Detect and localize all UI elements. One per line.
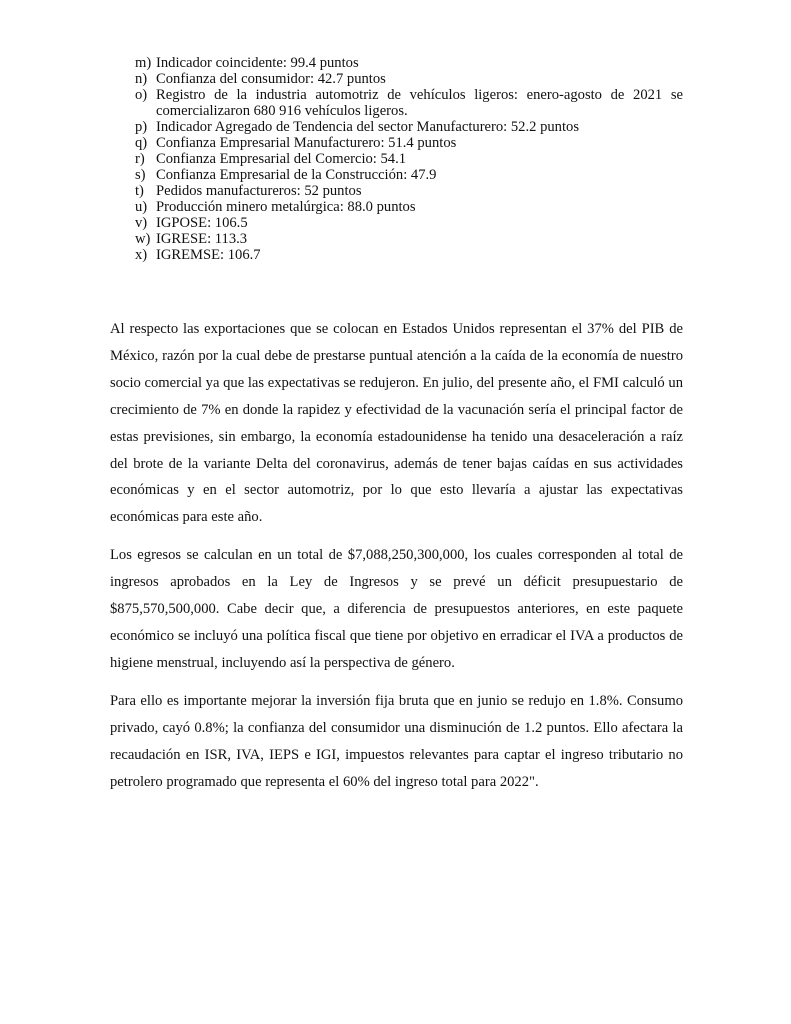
list-item-text: Pedidos manufactureros: 52 puntos (156, 183, 362, 199)
list-item (135, 71, 683, 87)
list-marker: v) (135, 215, 148, 231)
list-item-text: Confianza Empresarial de la Construcción: 47.9 (156, 167, 437, 183)
list-marker: t) (135, 183, 144, 199)
list-item (135, 247, 683, 263)
list-item-text: Confianza Empresarial del Comercio: 54.1 (156, 151, 407, 167)
list-item-text: Indicador coincidente: 99.4 puntos (156, 55, 359, 71)
paragraph-exports: Al respecto las exportaciones que se colocan en Estados Unidos representan el 37% del PIB de México, razón por la cual debe de prestarse puntual atención a la caída de la economía de nuestro socio comercial ya que las expectativas se redujeron. En julio, del presente año, el FMI calculó un crecimiento de 7% en donde la rapidez y efectividad de la vacunación sería el principal factor de estas previsiones, sin embargo, la economía estadounidense ha tenido una desaceleración a raíz del brote de la variante Delta del coronavirus, además de tener bajas caídas en sus actividades económicas y en el sector automotriz, por lo que esto llevaría a ajustar las expectativas económicas para este año. (110, 321, 683, 526)
list-marker: m) (135, 55, 152, 71)
list-item-text: Registro de la industria automotriz de vehículos ligeros: enero-agosto de 2021 se comercializaron 680 916 vehículos ligeros. (156, 87, 683, 119)
list-item (135, 55, 683, 71)
indicator-list (135, 55, 683, 263)
list-item-text: IGPOSE: 106.5 (156, 215, 248, 231)
list-marker: o) (135, 87, 148, 103)
list-item (135, 199, 683, 215)
list-marker: x) (135, 247, 148, 263)
list-item (135, 135, 683, 151)
list-marker: u) (135, 199, 148, 215)
list-item (135, 87, 683, 119)
list-marker: s) (135, 167, 146, 183)
list-marker: r) (135, 151, 145, 167)
list-item-text: Producción minero metalúrgica: 88.0 puntos (156, 199, 416, 215)
list-item-text: IGREMSE: 106.7 (156, 247, 261, 263)
list-item-text: Confianza del consumidor: 42.7 puntos (156, 71, 386, 87)
list-item (135, 167, 683, 183)
list-marker: w) (135, 231, 151, 247)
list-marker: p) (135, 119, 148, 135)
list-item-text: Confianza Empresarial Manufacturero: 51.4 puntos (156, 135, 457, 151)
list-marker: n) (135, 71, 148, 87)
paragraph-expenditures: Los egresos se calculan en un total de $7,088,250,300,000, los cuales corresponden al total de ingresos aprobados en la Ley de Ingresos y se prevé un déficit presupuestario de $875,570,500,000. Cabe decir que, a diferencia de presupuestos anteriores, en este paquete económico se incluyó una política fiscal que tiene por objetivo en erradicar el IVA a productos de higiene menstrual, incluyendo así la perspectiva de género. (110, 547, 683, 671)
list-marker: q) (135, 135, 148, 151)
list-item (135, 231, 683, 247)
list-item (135, 183, 683, 199)
list-item (135, 151, 683, 167)
list-item-text: IGRESE: 113.3 (156, 231, 248, 247)
list-item-text: Indicador Agregado de Tendencia del sector Manufacturero: 52.2 puntos (156, 119, 579, 135)
list-item (135, 215, 683, 231)
list-item (135, 119, 683, 135)
paragraph-investment: Para ello es importante mejorar la inversión fija bruta que en junio se redujo en 1.8%. Consumo privado, cayó 0.8%; la confianza del consumidor una disminución de 1.2 puntos. Ello afectara la recaudación en ISR, IVA, IEPS e IGI, impuestos relevantes para captar el ingreso tributario no petrolero programado que representa el 60% del ingreso total para 2022". (110, 693, 683, 790)
